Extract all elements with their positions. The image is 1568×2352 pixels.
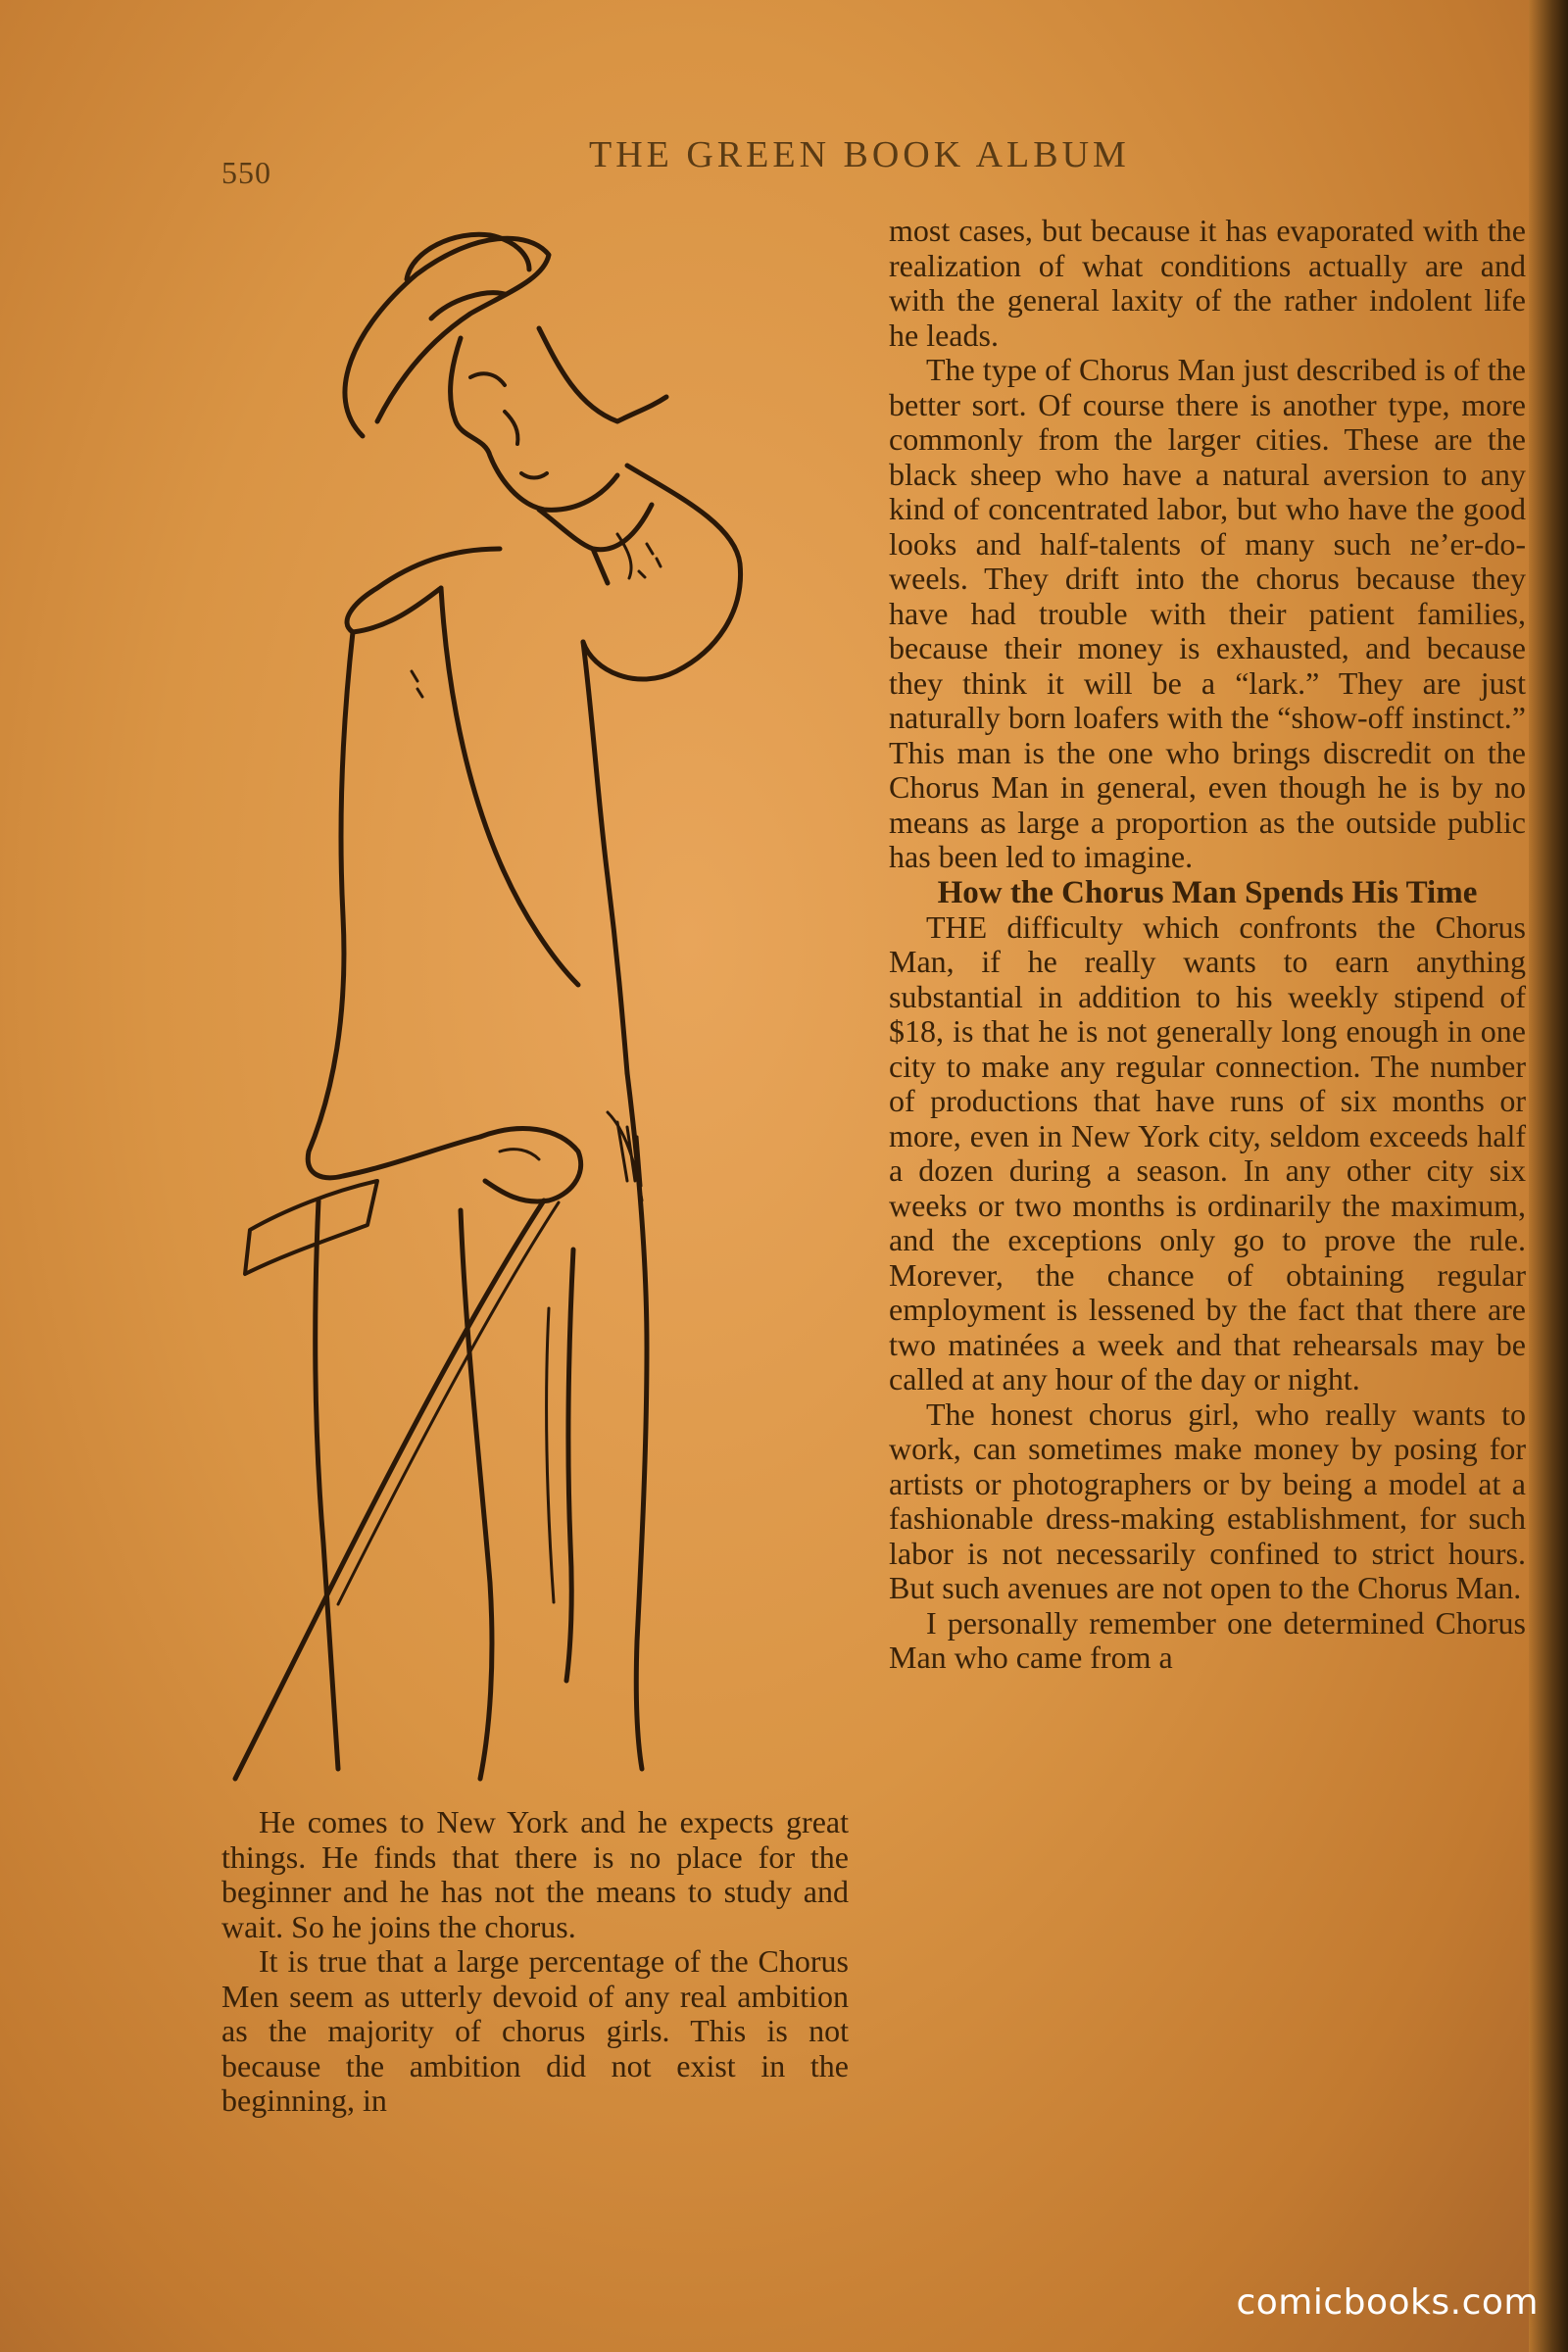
paragraph: most cases, but because it has evaporated with the realization of what conditions actually are and with the general laxity of the rather indolent life he leads.	[889, 213, 1526, 353]
cane	[235, 1200, 544, 1779]
paragraph: The honest chorus girl, who really wants to work, can sometimes make money by posing for artists or photographers or by being a model at a fashionable dress-making establishment, for such labor is not necessarily confined to strict hours. But such avenues are not open to the Chorus Man.	[889, 1396, 1526, 1605]
hat-crown	[407, 234, 529, 279]
trouser-right	[627, 1073, 647, 1769]
page-number: 550	[221, 155, 271, 190]
chorus-man-illustration	[206, 211, 872, 1798]
right-column	[889, 214, 1526, 1676]
paragraph: He comes to New York and he expects great things. He finds that there is no place for the beginner and he has not the means to study and wait. So he joins the chorus.	[221, 1804, 849, 1944]
paragraph: It is true that a large percentage of the Chorus Men seem as utterly devoid of any real ambition as the majority of chorus girls. This is not because the ambition did not exist in the beginning, in	[221, 1943, 849, 2118]
page-edge	[1529, 0, 1568, 2352]
watermark: comicbooks.com	[1236, 2282, 1539, 2323]
book-title: THE GREEN BOOK ALBUM	[589, 134, 1130, 175]
jacket-pocket	[245, 1181, 377, 1274]
running-head	[221, 125, 1525, 190]
hand	[480, 1129, 581, 1201]
jacket-back	[583, 466, 741, 679]
hat-brim	[345, 238, 549, 436]
left-column	[221, 1805, 849, 2119]
face	[451, 338, 617, 510]
section-heading: How the Chorus Man Spends His Time	[937, 874, 1478, 910]
trouser-left	[316, 1200, 338, 1769]
paragraph: I personally remember one determined Chorus Man who came from a	[889, 1604, 1526, 1675]
paragraph: THE difficulty which confronts the Chorus Man, if he really wants to earn anything substantial in addition to his weekly stipend of $18, is that he is not generally long enough in one city to make any regular connection. The number of productions that have runs of six months or more, even in New York city, seldom exceeds half a dozen during a season. In any other city six weeks or two months is ordinarily the maximum, and the exceptions only go to prove the rule. Morever, the chance of obtaining regular employment is lessened by the fact that there are two matinées a week and that rehearsals may be called at any hour of the day or night.	[889, 908, 1526, 1396]
paragraph: The type of Chorus Man just described is of the better sort. Of course there is another type, more commonly from the larger cities. These are the black sheep who have a natural aversion to any kind of concentrated labor, but who have the good looks and half-talents of many such ne’er-do-weels. They drift into the chorus because they have had trouble with their patient families, because their money is exhausted, and because they think it will be a “lark.” They are just naturally born loafers with the “show-off instinct.” This man is the one who brings discredit on the Chorus Man in general, even though he is by no means as large a proportion as the outside public has been led to imagine.	[889, 352, 1526, 874]
